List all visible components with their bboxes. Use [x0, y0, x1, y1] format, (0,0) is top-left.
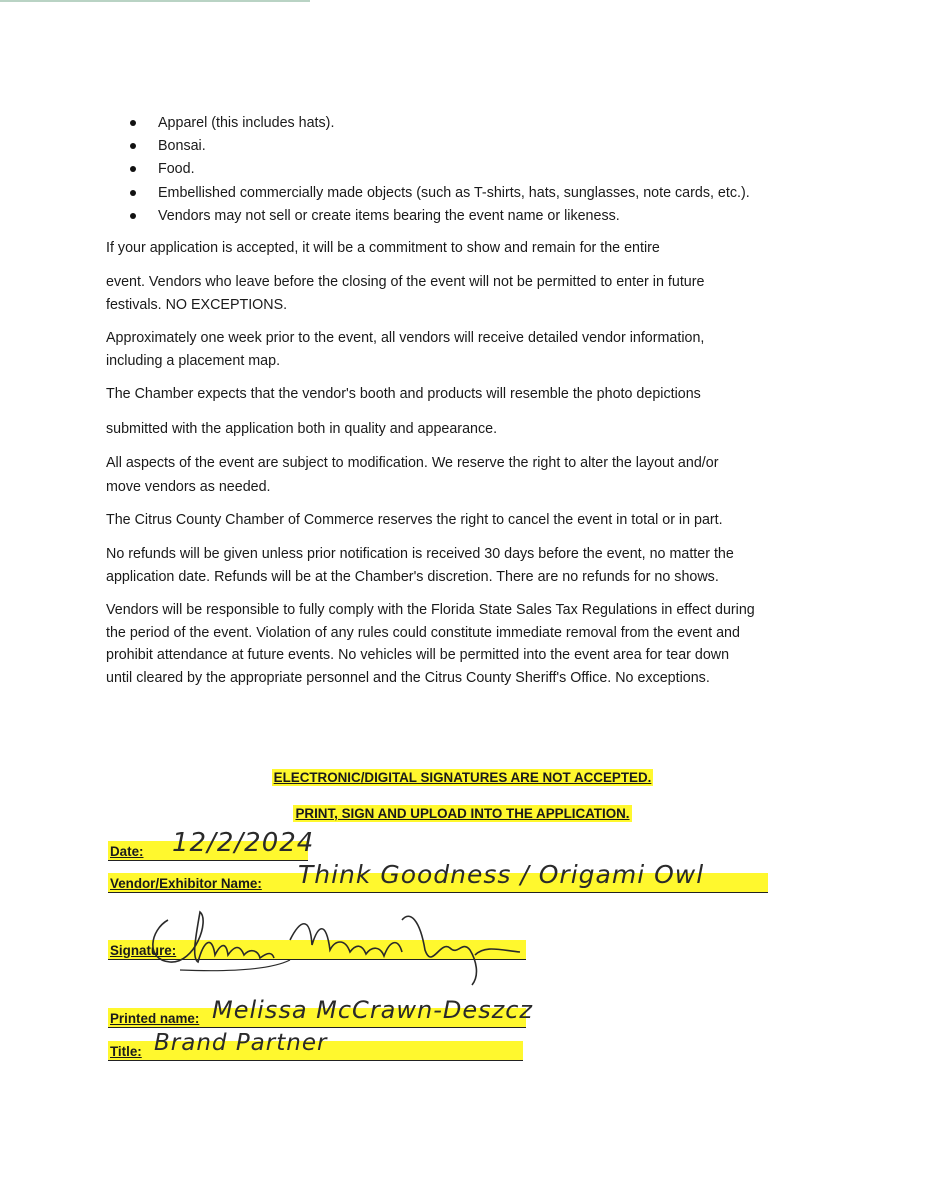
- list-item: Vendors may not sell or create items bearing the event name or likeness.: [130, 206, 750, 229]
- body-text-line: If your application is accepted, it will be a commitment to show and remain for the entire: [106, 240, 660, 256]
- date-handwritten: 12/2/2024: [172, 828, 315, 858]
- vendor-name-handwritten: Think Goodness / Origami Owl: [298, 860, 705, 889]
- body-text-line: until cleared by the appropriate personnel and the Citrus County Sheriff's Office. No exceptions.: [106, 670, 710, 686]
- body-text-line: event. Vendors who leave before the closing of the event will not be permitted to enter in future: [106, 274, 705, 290]
- bullet-icon: [130, 166, 136, 172]
- body-text-line: All aspects of the event are subject to modification. We reserve the right to alter the layout and/or: [106, 455, 719, 471]
- list-item: Embellished commercially made objects (such as T-shirts, hats, sunglasses, note cards, etc.).: [130, 183, 750, 206]
- list-item: Apparel (this includes hats).: [130, 113, 750, 136]
- body-text-line: submitted with the application both in quality and appearance.: [106, 421, 498, 437]
- body-text-line: move vendors as needed.: [106, 479, 271, 495]
- body-text-line: Approximately one week prior to the event, all vendors will receive detailed vendor information,: [106, 330, 705, 346]
- body-text-line: festivals. NO EXCEPTIONS.: [106, 297, 288, 313]
- list-item: Bonsai.: [130, 136, 750, 159]
- printed-name-label: Printed name:: [110, 1011, 200, 1026]
- bullet-icon: [130, 213, 136, 219]
- list-item: Food.: [130, 159, 750, 182]
- scan-edge-line: [0, 0, 310, 2]
- title-handwritten: Brand Partner: [154, 1030, 328, 1056]
- body-text-line: The Citrus County Chamber of Commerce reserves the right to cancel the event in total or in part.: [106, 512, 723, 528]
- date-label: Date:: [110, 844, 144, 859]
- signature-image: [140, 900, 530, 990]
- signature-label: Signature:: [110, 943, 177, 958]
- bullet-icon: [130, 120, 136, 126]
- bullet-icon: [130, 143, 136, 149]
- body-text-line: prohibit attendance at future events. No vehicles will be permitted into the event area for tear down: [106, 647, 730, 663]
- upload-notice: PRINT, SIGN AND UPLOAD INTO THE APPLICATION.: [295, 806, 630, 821]
- body-text-line: No refunds will be given unless prior notification is received 30 days before the event, no matter the: [106, 546, 734, 562]
- vendor-name-label: Vendor/Exhibitor Name:: [110, 876, 262, 891]
- bullet-icon: [130, 190, 136, 196]
- body-text-line: application date. Refunds will be at the Chamber's discretion. There are no refunds for no shows.: [106, 569, 719, 585]
- body-text-line: including a placement map.: [106, 353, 281, 369]
- body-text-line: The Chamber expects that the vendor's booth and products will resemble the photo depictions: [106, 386, 701, 402]
- title-label: Title:: [110, 1044, 142, 1059]
- body-text-line: the period of the event. Violation of any rules could constitute immediate removal from the event and: [106, 625, 740, 641]
- signature-notice: ELECTRONIC/DIGITAL SIGNATURES ARE NOT ACCEPTED.: [273, 770, 652, 785]
- printed-name-handwritten: Melissa McCrawn-Deszcz: [212, 996, 534, 1024]
- body-text-line: Vendors will be responsible to fully comply with the Florida State Sales Tax Regulations in effect during: [106, 602, 755, 618]
- prohibited-items-list: [130, 113, 750, 229]
